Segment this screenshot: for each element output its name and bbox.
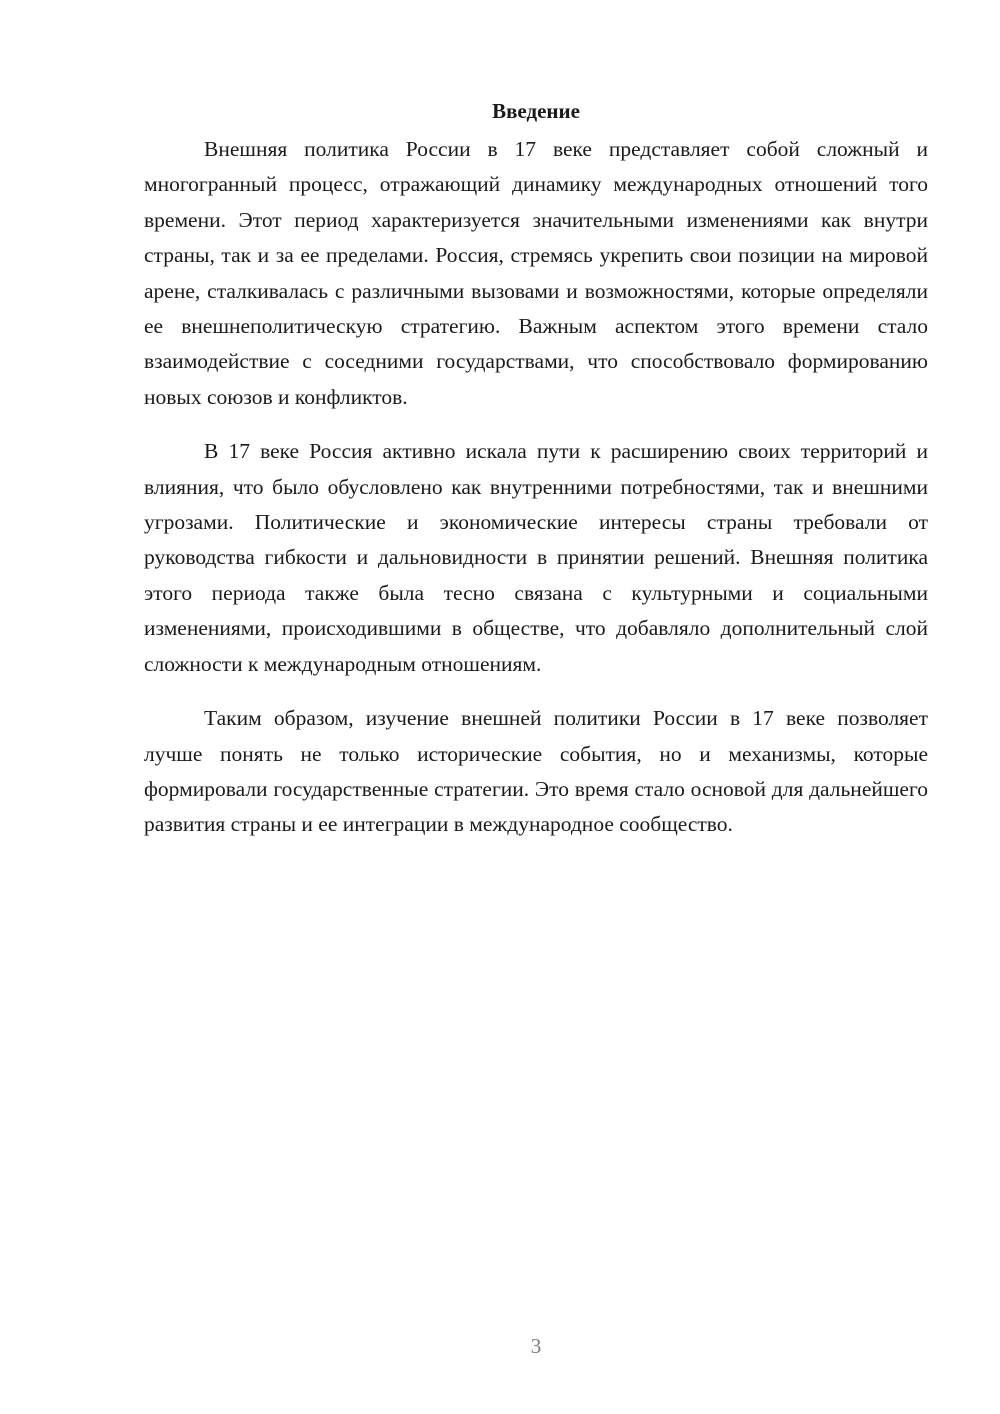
paragraph-1: Внешняя политика России в 17 веке представляет собой сложный и многогранный процесс, отражающий динамику международных отношений того времени. Этот период характеризуется значительными изменениями как внутри страны, так и за ее пределами. Россия, стремясь укрепить свои позиции на мировой арене, сталкивалась с различными вызовами и возможностями, которые определяли ее внешнеполитическую стратегию. Важным аспектом этого времени стало взаимодействие с соседними государствами, что способствовало формированию новых союзов и конфликтов. (144, 137, 928, 409)
page-content (144, 94, 928, 862)
paragraph-3: Таким образом, изучение внешней политики России в 17 веке позволяет лучше понять не только исторические события, но и механизмы, которые формировали государственные стратегии. Это время стало основой для дальнейшего развития страны и ее интеграции в международное сообщество. (144, 706, 928, 837)
section-heading: Введение (492, 99, 580, 123)
page-number: 3 (530, 1334, 542, 1358)
paragraph-2: В 17 веке Россия активно искала пути к расширению своих территорий и влияния, что было обусловлено как внутренними потребностями, так и внешними угрозами. Политические и экономические интересы страны требовали от руководства гибкости и дальновидности в принятии решений. Внешняя политика этого периода также была тесно связана с культурными и социальными изменениями, происходившими в обществе, что добавляло дополнительный слой сложности к международным отношениям. (144, 439, 928, 676)
